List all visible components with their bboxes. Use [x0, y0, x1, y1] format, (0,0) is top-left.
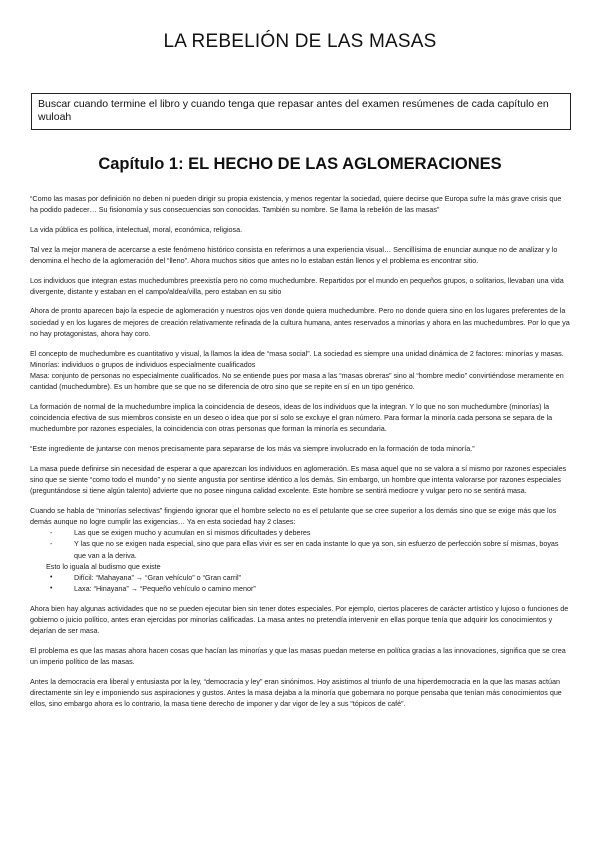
classes-list: [30, 527, 570, 561]
paragraph: La formación de normal de la muchedumbre implica la coincidencia de deseos, ideas de los individuos que la integran. Y lo que no son muchedumbre (minorías) la coincidencia efectiva de sus miembros consiste en un deseo o idea que por sí solo se excluye el gran número. Para formar la minoría cada persona se separa de la muchedumbre por razones especiales, la coincidencia con otras personas que forman la minoría es secundaria.: [30, 401, 553, 434]
paragraph: El concepto de muchedumbre es cuantitativo y visual, la llamos la idea de “masa social”. La sociedad es siempre una unidad dinámica de 2 factores: minorías y masas.: [30, 348, 564, 358]
definition-masa: Masa: conjunto de personas no especialmente cualificados. No se entiende pues por masa a las “masas obreras” sino al “hombre medio” convirtiéndose meramente en cantidad (muchedumbre). Es un hombre que se que no se diferencia de otro sino que se repite en sí en un tipo genérico.: [30, 370, 564, 392]
chapter-title: Capítulo 1: EL HECHO DE LAS AGLOMERACIONES: [98, 155, 502, 173]
document-title: LA REBELIÓN DE LAS MASAS: [163, 31, 437, 52]
list-item: - Y las que no se exigen nada especial, sino que para ellas vivir es ser en cada instante lo que ya son, sin esfuerzo de perfección sobre sí mismas, boyas que van a la deriva.: [30, 538, 570, 560]
definition-minorias: Minorías: individuos o grupos de individuos especialmente cualificados: [30, 359, 256, 369]
list-item: - Las que se exigen mucho y acumulan en sí mismos dificultades y deberes: [30, 527, 570, 538]
paragraph-quote: “Como las masas por definición no deben ni pueden dirigir su propia existencia, y menos regentar la sociedad, quiere decirse que Europa sufre la más grave crisis que ha podido padecer… Su fisionomía y sus consecuencias son conocidas. También su nombre. Se llama la rebelión de las masas”: [30, 194, 562, 215]
buddhism-list: [30, 572, 570, 594]
note-box: [31, 93, 571, 130]
paragraph: Tal vez la mejor manera de acercarse a este fenómeno histórico consista en referirnos a una experiencia visual… Sencillísima de enunciar aunque no de analizar y lo denomina el hecho de la aglomeración del “lleno”. Ahora muchos sitios que antes no lo estaban están llenos y el problema es encontrar sitio.: [30, 244, 558, 265]
paragraph: Ahora de pronto aparecen bajo la especie de aglomeración y nuestros ojos ven donde quiera muchedumbre. Pero no donde quiera sino en los lugares preferentes de la sociedad y en los lugares de mejores de creación relativamente refinada de la cultura humana, antes reservados a minorías y ahora en las muchedumbres. Por lo que ya no hay protagonistas, ahora hay coro.: [30, 306, 570, 338]
chapter-body: [30, 193, 570, 710]
paragraph: La masa puede definirse sin necesidad de esperar a que aparezcan los individuos en aglomeración. Es masa aquel que no se valora a sí mismo por razones especiales sino que se siente “como todo el mundo” y no siente angustia por sentirse idéntico a los demás. Sin embargo, un hombre que intenta valorarse por razones especiales (preguntándose si tiene algún talento) advierte que no posee ninguna calidad excelente. Este hombre se sentirá mediocre y vulgar pero no se sentirá masa.: [30, 463, 567, 496]
paragraph: El problema es que las masas ahora hacen cosas que hacían las minorías y que las masas puedan meterse en política gracias a las innovaciones, significa que se crea un imperio político de las masas.: [30, 646, 566, 667]
sub-note: Esto lo iguala al budismo que existe: [46, 561, 161, 571]
list-item: • Laxa: “Hinayana” → “Pequeño vehículo o camino menor”: [30, 583, 570, 594]
paragraph: Cuando se habla de “minorías selectivas” fingiendo ignorar que el hombre selecto no es el petulante que se cree superior a los demás sino que se exige más que los demás aunque no logre cumplir las exigencias… Ya en esta sociedad hay 2 clases:: [30, 505, 557, 526]
note-text: Buscar cuando termine el libro y cuando tenga que repasar antes del examen resúmenes de cada capítulo en wuloah: [38, 98, 549, 123]
paragraph: Los individuos que integran estas muchedumbres preexistía pero no como muchedumbre. Repartidos por el mundo en pequeños grupos, o solitarios, llevaban una vida divergente, distante y estaban en el campo/aldea/villa, pero estaban en su sitio: [30, 275, 564, 296]
paragraph-quote: “Este ingrediente de juntarse con menos precisamente para separarse de los más va siempre involucrado en la formación de toda minoría.”: [30, 443, 475, 453]
paragraph: La vida pública es política, intelectual, moral, económica, religiosa.: [30, 224, 243, 234]
list-item: • Difícil: “Mahayana” → “Gran vehículo” o “Gran carril”: [30, 572, 570, 583]
paragraph: Ahora bien hay algunas actividades que no se pueden ejecutar bien sin tener dotes especiales. Por ejemplo, ciertos placeres de carácter artístico y lujoso o funciones de gobierno o juicio político, antes eran ejercidas por minorías calificadas. La masa antes no pretendía intervenir en ellas porque tenía que adquirir los conocimientos y dejarían de ser masa.: [30, 603, 569, 636]
paragraph: Antes la democracia era liberal y entusiasta por la ley, “democracia y ley” eran sinónimos. Hoy asistimos al triunfo de una hiperdemocracia en la que las masas actúan directamente sin ley e imponiendo sus aspiraciones y gustos. Antes la masa dejaba a la minoría que gobernara no porque pensaba que tenían más conocimientos que ellos, sino embargo ahora es lo contrario, la masa tiene derecho de imponer y dar vigor de ley a sus “tópicos de café”.: [30, 676, 562, 709]
